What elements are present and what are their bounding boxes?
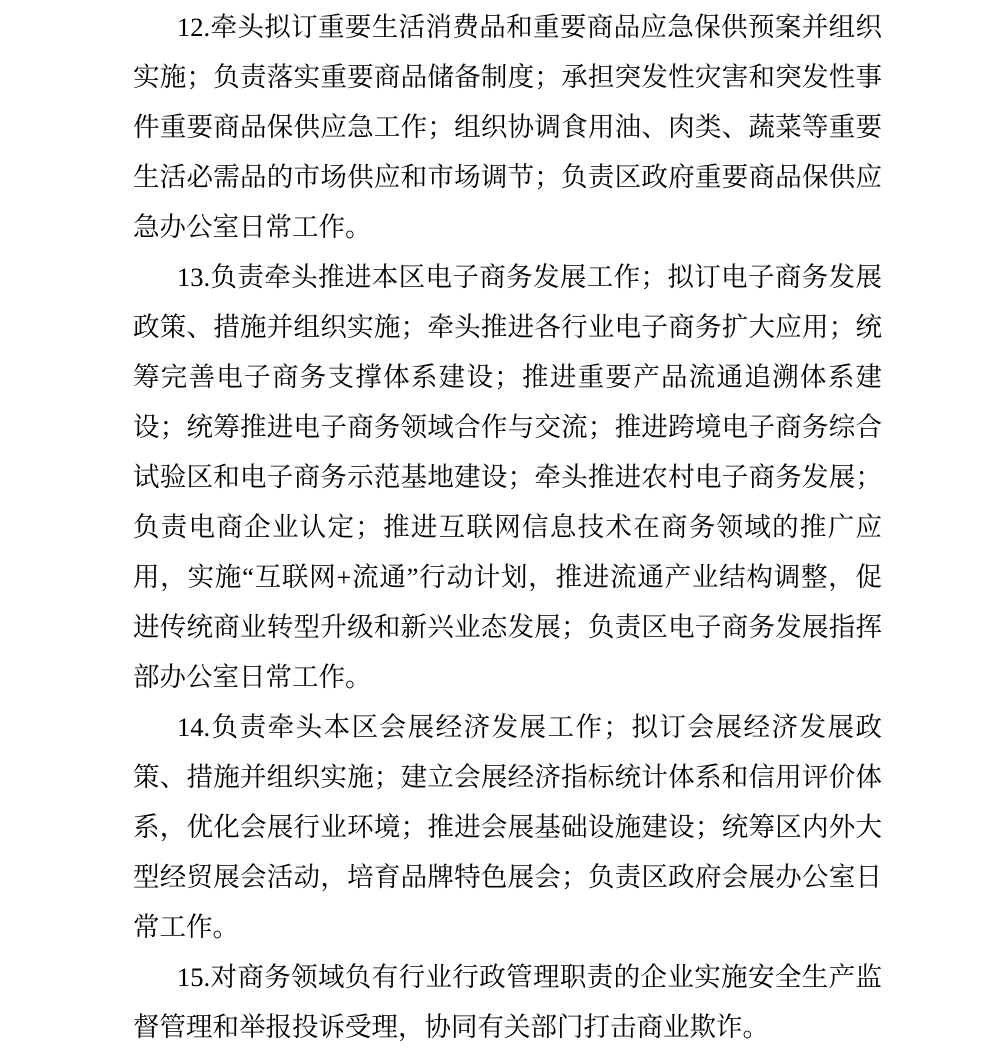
duty-paragraph-13: 13.负责牵头推进本区电子商务发展工作；拟订电子商务发展政策、措施并组织实施；牵头推进各行业电子商务扩大应用；统筹完善电子商务支撑体系建设；推进重要产品流通追溯体系建设；统筹推进电子商务领域合作与交流；推进跨境电子商务综合试验区和电子商务示范基地建设；牵头推进农村电子商务发展；负责电商企业认定；推进互联网信息技术在商务领域的推广应用，实施“互联网+流通”行动计划，推进流通产业结构调整，促进传统商业转型升级和新兴业态发展；负责区电子商务发展指挥部办公室日常工作。 [133,262,882,692]
duty-paragraph-12: 12.牵头拟订重要生活消费品和重要商品应急保供预案并组织实施；负责落实重要商品储备制度；承担突发性灾害和突发性事件重要商品保供应急工作；组织协调食用油、肉类、蔬菜等重要生活必需品的市场供应和市场调节；负责区政府重要商品保供应急办公室日常工作。 [133,12,882,242]
duty-paragraph-14: 14.负责牵头本区会展经济发展工作；拟订会展经济发展政策、措施并组织实施；建立会展经济指标统计体系和信用评价体系，优化会展行业环境；推进会展基础设施建设；统筹区内外大型经贸展会活动，培育品牌特色展会；负责区政府会展办公室日常工作。 [133,712,882,942]
duty-paragraph-15: 15.对商务领域负有行业行政管理职责的企业实施安全生产监督管理和举报投诉受理，协同有关部门打击商业欺诈。 [133,962,882,1042]
